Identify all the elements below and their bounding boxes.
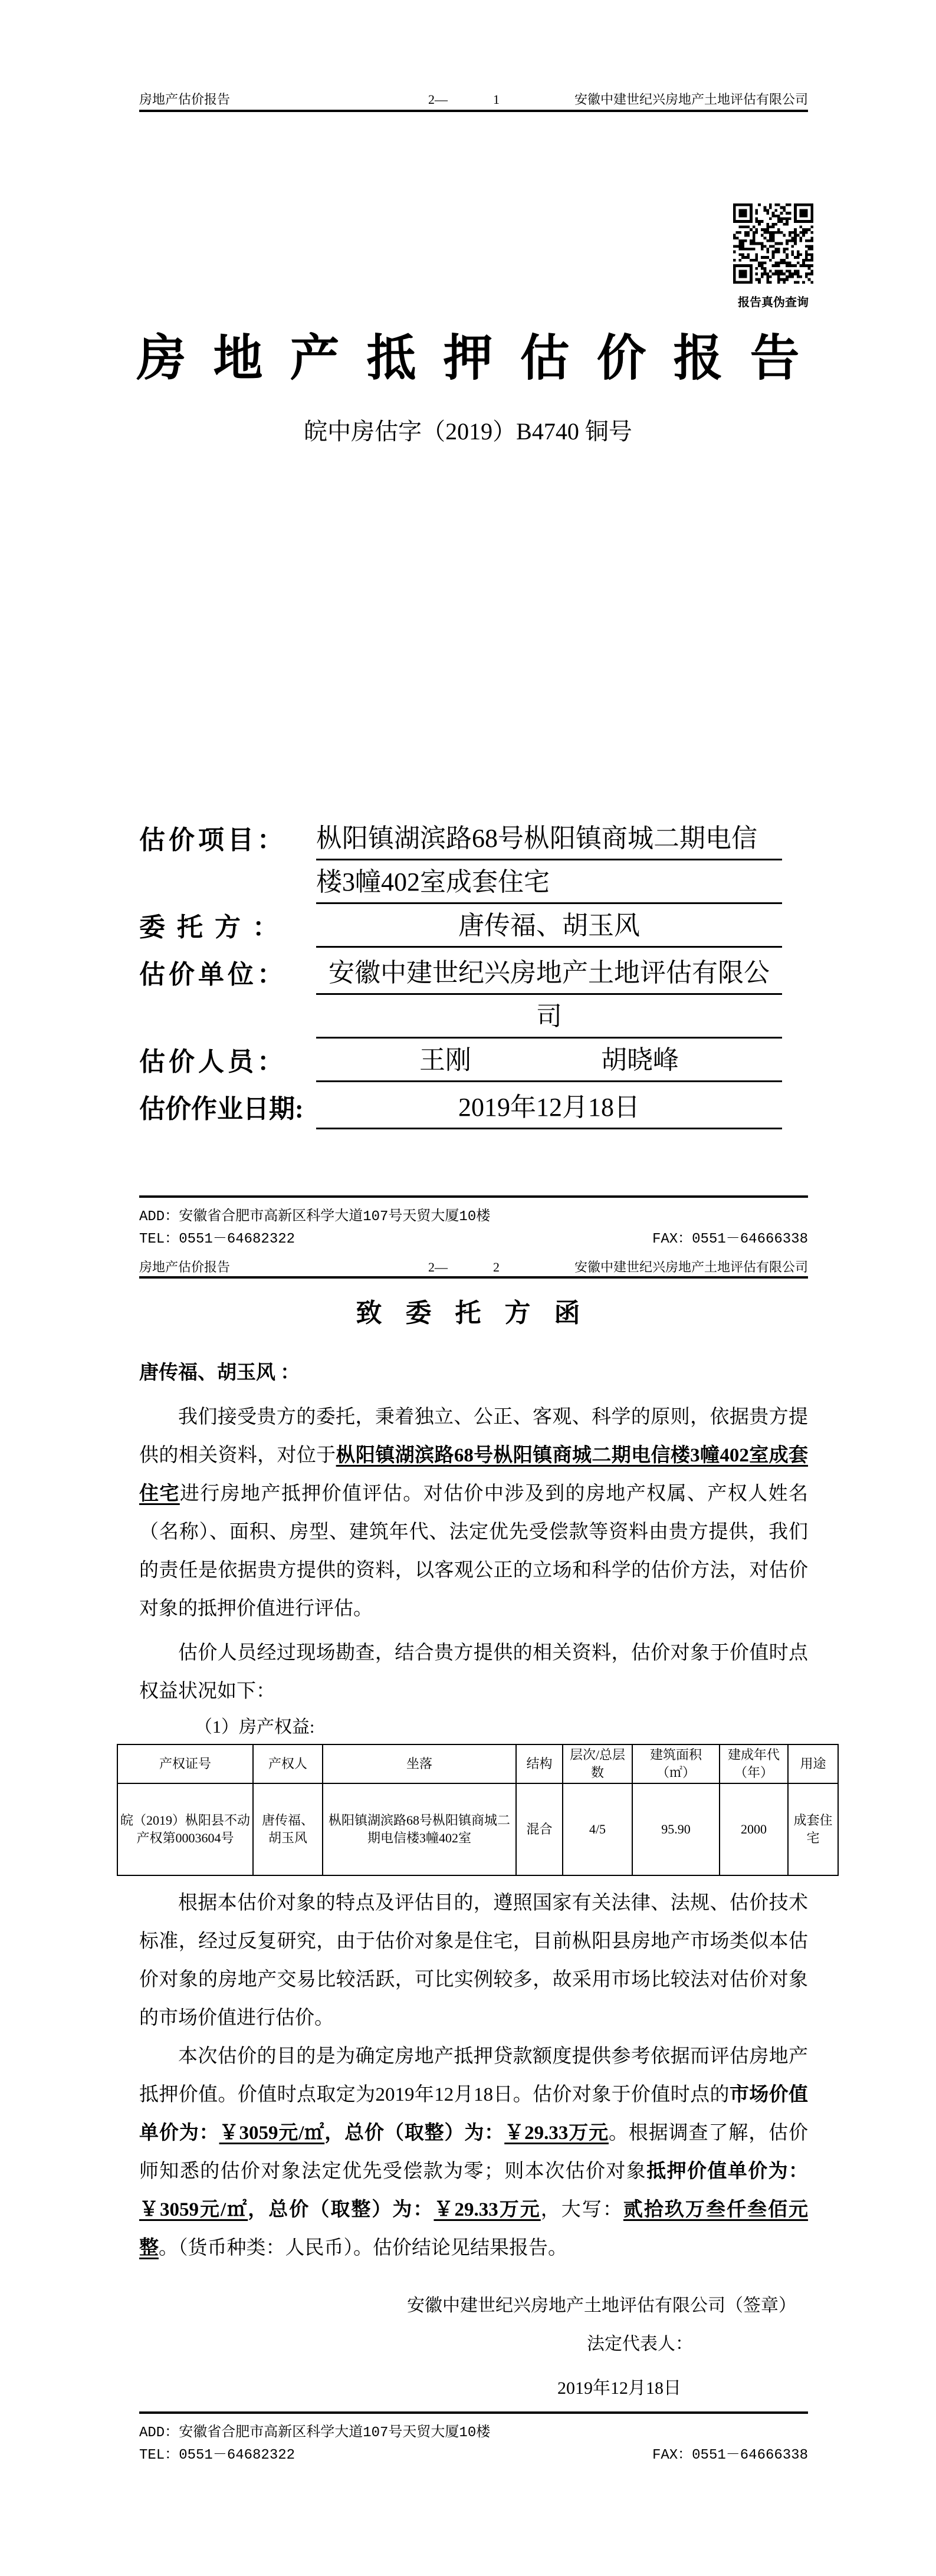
text-segment: 我们接受贵方的委托，秉着独立、公正、客观、科学的原则，依据贵方提供的相关资料，对位于: [139, 1407, 808, 1466]
field-value: 安徽中建世纪兴房地产土地评估有限公司: [316, 951, 782, 1039]
column-header: 层次/总层数: [563, 1744, 632, 1783]
report-number: 皖中房估字（2019）B4740 铜号: [304, 418, 632, 445]
column-header: 结构: [516, 1744, 563, 1783]
signature-company: 安徽中建世纪兴房地产土地评估有限公司（签章）: [407, 2296, 796, 2315]
text-segment: 本次估价的目的是为确定房地产抵押贷款额度提供参考依据而评估房地产抵押价值。价值时点取定为2019年12月18日。估价对象于价值时点的: [139, 2046, 808, 2105]
column-header: 建成年代（年）: [720, 1744, 788, 1783]
header-rule: [139, 110, 808, 112]
table-cell: 混合: [516, 1783, 563, 1875]
header-doc-title: 房地产估价报告: [139, 1260, 231, 1274]
emphasized-text: ￥3059元/㎡: [219, 2122, 325, 2144]
page-footer: [139, 1207, 808, 1251]
emphasized-text: 抵押价值单价为：: [646, 2161, 808, 2182]
letter-body: [120, 1354, 833, 2398]
footer-fax: FAX：0551－64666338: [652, 1231, 808, 1247]
text-segment: 估价人员经过现场勘查，结合贵方提供的相关资料，估价对象于价值时点权益状况如下：: [139, 1642, 808, 1702]
header-page-prefix: 2—: [428, 1260, 448, 1274]
footer-rule: [139, 1195, 808, 1198]
field-date: [139, 1086, 788, 1133]
field-label: 估价作业日期:: [139, 1095, 304, 1123]
report-title: 房地产抵押估价报告: [136, 331, 827, 386]
signature-date: 2019年12月18日: [557, 2378, 681, 2398]
header-page-prefix: 2—: [428, 92, 448, 107]
table-cell: 唐传福、胡玉风: [253, 1783, 323, 1875]
qr-caption: 报告真伪查询: [738, 296, 809, 309]
field-label: 委托方：: [139, 913, 290, 942]
table-cell: 枞阳镇湖滨路68号枞阳镇商城二期电信楼3幢402室: [323, 1783, 516, 1875]
paragraph: [139, 1884, 808, 2038]
table-cell: 成套住宅: [788, 1783, 838, 1875]
footer-fax: FAX：0551－64666338: [652, 2447, 808, 2463]
text-segment: 。（货币种类：人民币）。估价结论见结果报告。: [159, 2237, 567, 2259]
paragraph: [139, 1634, 808, 1711]
field-value: 王刚 胡晓峰: [316, 1039, 782, 1086]
emphasized-text: ￥29.33万元: [504, 2122, 609, 2144]
header-page-number: 1: [493, 92, 500, 107]
table-cell: 2000: [720, 1783, 788, 1875]
emphasized-text: ，总价（取整）为：: [324, 2122, 505, 2144]
field-appraiser-unit: [139, 951, 788, 1039]
rights-subtitle: （1）房产权益:: [195, 1717, 315, 1737]
running-header: [139, 1259, 808, 1276]
table-cell: 皖（2019）枞阳县不动产权第0003604号: [117, 1783, 253, 1875]
header-doc-title: 房地产估价报告: [139, 92, 231, 107]
field-client: [139, 904, 788, 951]
emphasized-text: 枞阳镇湖滨路68号枞阳镇商城二期电信楼3幢402室成套住宅: [139, 1445, 809, 1504]
field-value: 唐传福、胡玉风: [316, 904, 782, 951]
table-cell: 95.90: [632, 1783, 720, 1875]
field-label: 估价人员：: [139, 1047, 287, 1076]
text-segment: 根据本估价对象的特点及评估目的，遵照国家有关法律、法规、估价技术标准，经过反复研究，由于估价对象是住宅，目前枞阳县房地产市场类似本估价对象的房地产交易比较活跃，可比实例较多，故采用市场比较法对估价对象的市场价值进行估价。: [139, 1892, 808, 2029]
column-header: 产权证号: [117, 1744, 253, 1783]
field-label: 估价项目：: [139, 826, 287, 855]
emphasized-text: ￥29.33万元: [433, 2199, 541, 2220]
text-segment: 。根据调查了解，估价师知悉的估价对象法定优先受偿款为零；则本次估价对象: [139, 2122, 809, 2182]
emphasized-text: 贰拾玖万叁仟叁佰元整: [139, 2199, 809, 2259]
salutation: 唐传福、胡玉风 ：: [139, 1362, 300, 1384]
header-company: 安徽中建世纪兴房地产土地评估有限公司: [574, 1260, 808, 1274]
footer-rule: [139, 2411, 808, 2414]
table-header-row: [117, 1744, 838, 1783]
footer-address: ADD：安徽省合肥市高新区科学大道107号天贸大厦10楼: [139, 2425, 491, 2441]
emphasized-text: ，总价（取整）为：: [248, 2199, 434, 2220]
qr-code-icon[interactable]: [733, 203, 813, 284]
header-page-number: 2: [493, 1260, 500, 1274]
header-company: 安徽中建世纪兴房地产土地评估有限公司: [574, 92, 808, 107]
field-value: 2019年12月18日: [316, 1086, 782, 1133]
column-header: 建筑面积（㎡）: [632, 1744, 720, 1783]
field-project: [139, 817, 788, 904]
text-segment: 进行房地产抵押价值评估。对估价中涉及到的房地产权属、产权人姓名（名称）、面积、房型、建筑年代、法定优先受偿款等资料由贵方提供，我们的责任是依据贵方提供的资料，以客观公正的立场和科学的估价方法，对估价对象的抵押价值进行评估。: [139, 1483, 808, 1619]
emphasized-text: 市场价值单价为：: [139, 2084, 808, 2144]
field-label: 估价单位：: [139, 960, 287, 989]
field-appraisers: [139, 1039, 788, 1086]
column-header: 坐落: [323, 1744, 516, 1783]
footer-tel: TEL：0551－64682322: [139, 2447, 295, 2463]
field-value: 枞阳镇湖滨路68号枞阳镇商城二期电信楼3幢402室成套住宅: [316, 817, 782, 904]
paragraph: [139, 1398, 808, 1628]
report-fields: [139, 817, 788, 1133]
header-rule: [139, 1276, 808, 1279]
paragraph: [139, 2038, 808, 2268]
column-header: 产权人: [253, 1744, 323, 1783]
signature-representative: 法定代表人：: [587, 2334, 693, 2354]
column-header: 用途: [788, 1744, 838, 1783]
running-header: [139, 91, 808, 109]
letter-title: 致委托方函: [356, 1299, 604, 1328]
page-footer: [139, 2423, 808, 2467]
table-row: [117, 1783, 838, 1875]
table-cell: 4/5: [563, 1783, 632, 1875]
property-rights-table: [117, 1744, 839, 1876]
footer-tel: TEL：0551－64682322: [139, 1231, 295, 1247]
footer-address: ADD：安徽省合肥市高新区科学大道107号天贸大厦10楼: [139, 1209, 491, 1225]
text-segment: ，大写：: [540, 2199, 623, 2220]
emphasized-text: ￥3059元/㎡: [139, 2199, 248, 2220]
